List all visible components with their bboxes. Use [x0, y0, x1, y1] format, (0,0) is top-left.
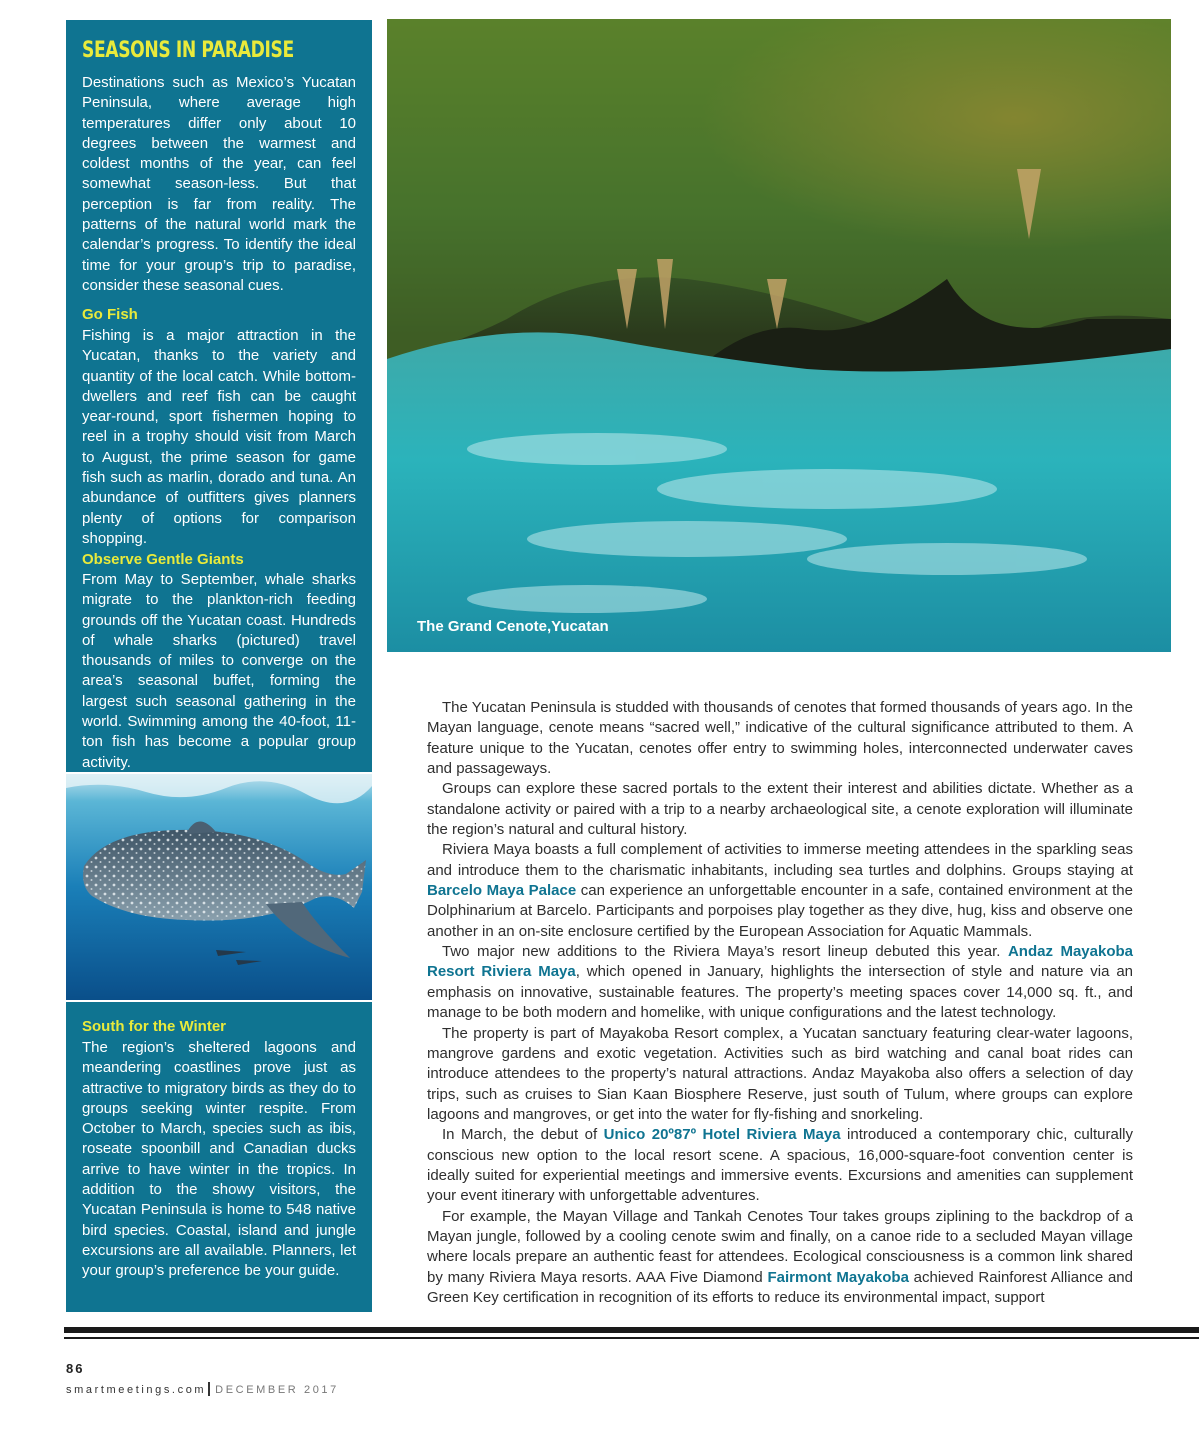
sidebar-title: SEASONS IN PARADISE — [82, 38, 294, 63]
sidebar-heading-south-winter: South for the Winter — [82, 1018, 227, 1035]
sidebar-text-gentle-giants: From May to September, whale sharks migrate to the plankton-rich feeding grounds off the Yucatan coast. Hundreds of whale sharks (pictured) travel thousands of miles to converge on the area’s seasonal buffet, forming the largest such seasonal gathering in the world. Swimming among the 40-foot, 11-ton fish has become a popular group activity. — [82, 571, 356, 771]
footer-divider — [208, 1382, 210, 1396]
footer-rule-thin — [64, 1337, 1199, 1339]
article-paragraph: The property is part of Mayakoba Resort complex, a Yucatan sanctuary featuring clear-water lagoons, mangrove gardens and exotic vegetation. Activities such as bird watching and canal boat rides can introduce attendees to the property’s natural attractions. Andaz Mayakoba also offers a selection of day trips, such as cruises to Sian Kaan Biosphere Reserve, just south of Tulum, where groups can explore lagoons and mangroves, or get into the water for fly-fishing and snorkeling. — [427, 1024, 1133, 1123]
photo-caption: The Grand Cenote,Yucatan — [417, 618, 609, 635]
text-run: can experience an unforgettable encounter in a safe, contained environment at the Dolphinarium at Barcelo. Participants and porpoises play together as they dive, hug, kiss and observe one another in an on-site enclosure certified by the European Association for Aquatic Mammals. — [427, 882, 1133, 940]
article-body — [427, 698, 1133, 1308]
footer-line — [66, 1382, 339, 1396]
article-paragraph: Groups can explore these sacred portals to the extent their interest and abilities dictate. Whether as a standalone activity or paired with a trip to a nearby archaeological site, a cenote exploration will illuminate the region’s natural and cultural history. — [427, 780, 1133, 839]
footer-date: DECEMBER 2017 — [215, 1384, 339, 1396]
cenote-illustration — [387, 19, 1171, 652]
text-run: Riviera Maya boasts a full complement of activities to immerse meeting attendees in the sparkling seas and introduce them to the charismatic inhabitants, including sea turtles and dolphins. Groups staying at — [427, 841, 1133, 879]
article-paragraph — [427, 840, 1133, 942]
link-fairmont-mayakoba[interactable]: Fairmont Mayakoba — [767, 1268, 909, 1286]
text-run: achieved Rainforest Alliance and Green Key certification in recognition of its efforts to reduce its environmental impact, support — [427, 1268, 1133, 1306]
footer-rule-thick — [64, 1327, 1199, 1333]
page-number: 86 — [66, 1361, 85, 1376]
footer-site: smartmeetings.com — [66, 1384, 207, 1396]
sidebar-heading-go-fish: Go Fish — [82, 306, 138, 323]
whale-shark-illustration — [66, 774, 372, 1000]
link-unico-hotel[interactable]: Unico 20º87º Hotel Riviera Maya — [603, 1126, 841, 1144]
link-barcelo-maya-palace[interactable]: Barcelo Maya Palace — [427, 882, 577, 900]
cenote-photo — [387, 19, 1171, 652]
text-run: In March, the debut of — [442, 1126, 604, 1144]
sidebar-text-go-fish: Fishing is a major attraction in the Yucatan, thanks to the variety and quantity of the local catch. While bottom-dwellers and reef fish can be caught year-round, sport fishermen hoping to reel in a trophy should visit from March to August, the prime season for game fish such as marlin, dorado and tuna. An abundance of outfitters gives planners plenty of options for comparison shopping. — [82, 327, 356, 547]
sidebar-seasons — [66, 20, 372, 1312]
sidebar-intro: Destinations such as Mexico’s Yucatan Peninsula, where average high temperatures differ only about 10 degrees between the warmest and coldest months of the year, can feel somewhat season-less. But that perception is far from reality. The patterns of the natural world mark the calendar’s progress. To identify the ideal time for your group’s trip to paradise, consider these seasonal cues. — [82, 74, 356, 294]
article-paragraph — [427, 942, 1133, 1023]
article-paragraph: The Yucatan Peninsula is studded with thousands of cenotes that formed thousands of years ago. In the Mayan language, cenote means “sacred well,” indicative of the cultural significance attributed to them. A feature unique to the Yucatan, cenotes offer entry to swimming holes, interconnected underwater caves and passageways. — [427, 699, 1133, 778]
article-paragraph — [427, 1207, 1133, 1309]
link-andaz-mayakoba[interactable]: Andaz Mayakoba Resort Riviera Maya — [427, 943, 1133, 981]
text-run: For example, the Mayan Village and Tankah Cenotes Tour takes groups ziplining to the backdrop of a Mayan jungle, followed by a cooling cenote swim and finally, on a canoe ride to a secluded Mayan village where locals prepare an authentic feast for attendees. Ecological consciousness is a common link shared by many Riviera Maya resorts. AAA Five Diamond — [427, 1207, 1133, 1286]
whale-shark-photo — [66, 772, 372, 1002]
sidebar-text-south-winter: The region’s sheltered lagoons and meandering coastlines prove just as attractive to migratory birds as they do to groups seeking winter respite. From October to March, species such as ibis, roseate spoonbill and Canadian ducks arrive to have winter in the tropics. In addition to the showy visitors, the Yucatan Peninsula is home to 548 native bird species. Coastal, island and jungle excursions are all available. Planners, let your group’s preference be your guide. — [82, 1039, 356, 1280]
text-run: introduced a contemporary chic, culturally conscious new option to the local resort scene. A spacious, 16,000-square-foot convention center is ideally suited for experiential meetings and immersive events. Excursions and amenities can supplement your event itinerary with unforgettable adventures. — [427, 1126, 1134, 1205]
text-run: Two major new additions to the Riviera Maya’s resort lineup debuted this year. — [442, 943, 1008, 961]
article-paragraph — [427, 1125, 1133, 1206]
text-run: , which opened in January, highlights the intersection of style and nature via an emphasis on innovative, sustainable features. The property’s meeting spaces cover 14,000 sq. ft., and manage to be both modern and homelike, with unique configurations and the latest technology. — [427, 963, 1134, 1022]
sidebar-heading-gentle-giants: Observe Gentle Giants — [82, 551, 244, 568]
